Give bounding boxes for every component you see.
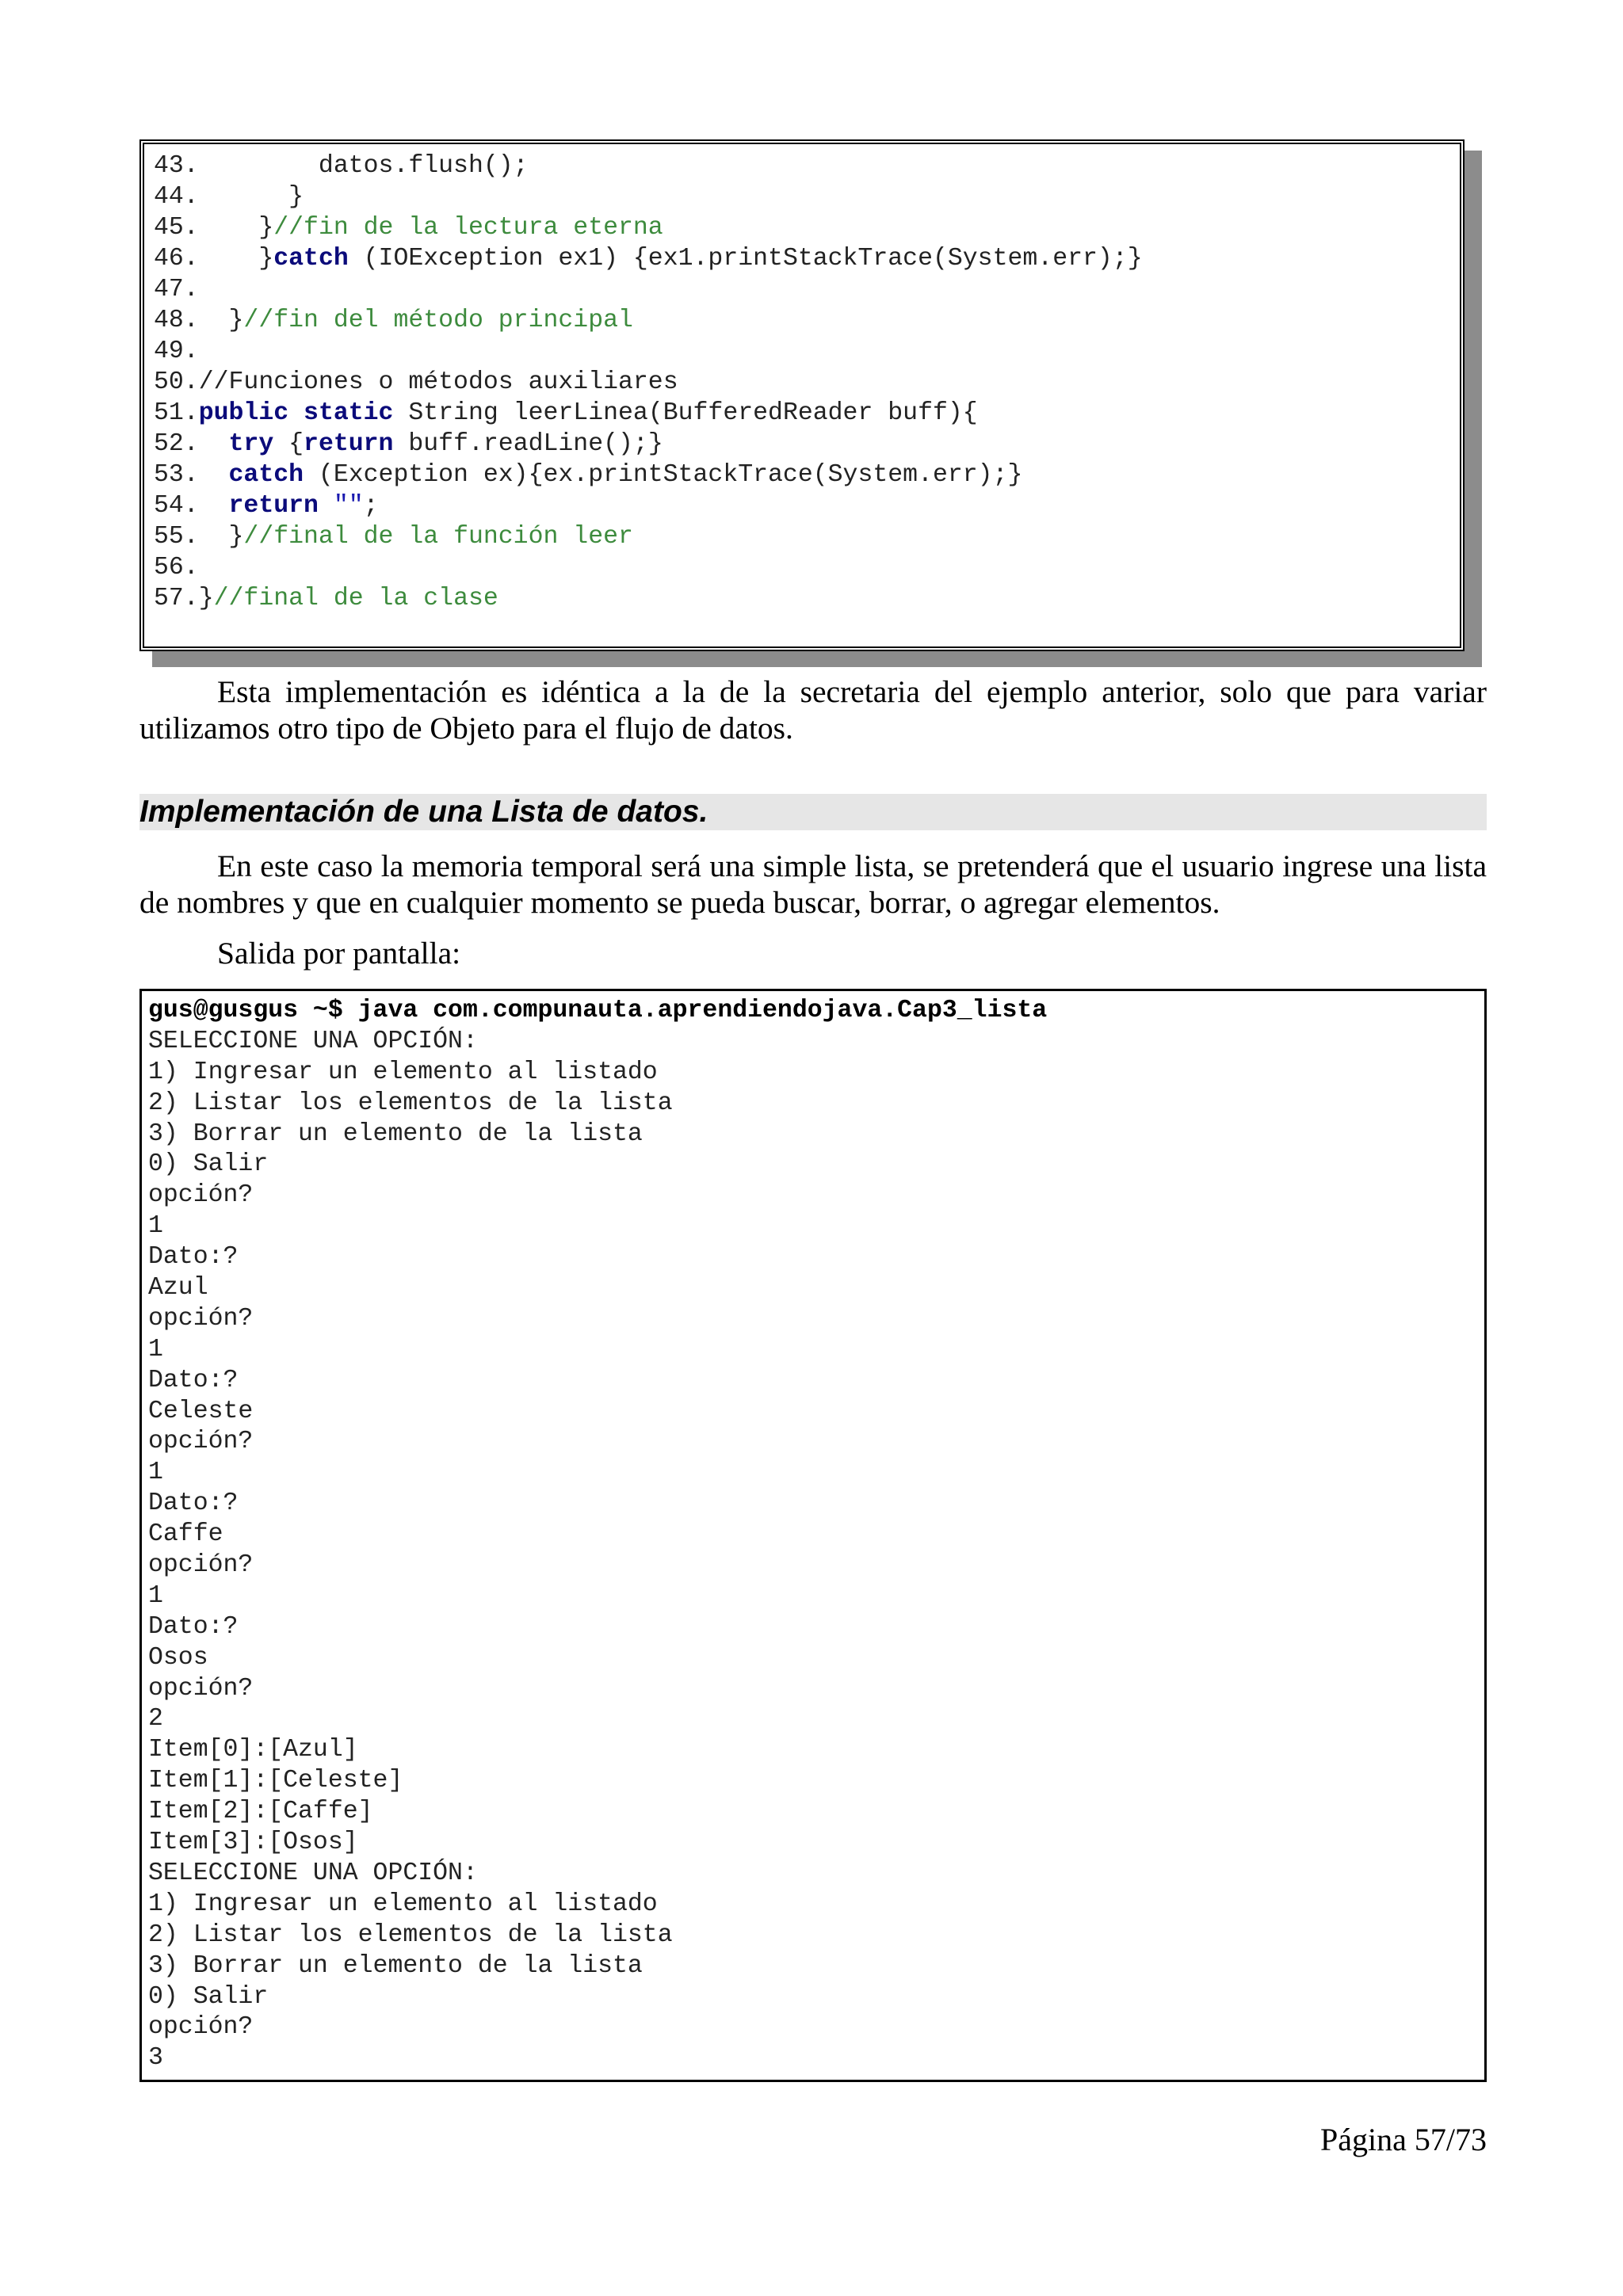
code-line	[154, 521, 1143, 552]
code-line	[154, 490, 1143, 521]
code-comment: //fin del método principal	[243, 307, 633, 334]
terminal-line: 0) Salir	[148, 1982, 269, 2011]
code-keyword: try	[228, 430, 274, 458]
code-line	[154, 552, 1143, 583]
terminal-line: 1) Ingresar un elemento al listado	[148, 1890, 658, 1918]
terminal-line: opción?	[148, 1304, 254, 1333]
terminal-line: 2) Listar los elementos de la lista	[148, 1089, 673, 1117]
code-line	[154, 429, 1143, 460]
terminal-lines	[148, 996, 1047, 2074]
code-line	[154, 336, 1143, 367]
terminal-line: SELECCIONE UNA OPCIÓN:	[148, 1859, 478, 1887]
code-text: 57.}	[154, 585, 214, 612]
code-text: 46. }	[154, 245, 274, 273]
code-keyword: catch	[228, 461, 304, 489]
code-text: ;	[363, 492, 379, 520]
terminal-line: 0) Salir	[148, 1150, 269, 1179]
terminal-line: Item[0]:[Azul]	[148, 1736, 358, 1764]
code-text: 48. }	[154, 307, 244, 334]
code-listing-box	[139, 139, 1465, 651]
code-text: String leerLinea(BufferedReader buff){	[393, 399, 978, 427]
code-text: 51.	[154, 399, 199, 427]
terminal-line: 3	[148, 2044, 163, 2073]
code-text: 52.	[154, 430, 229, 458]
terminal-line: 1	[148, 1335, 163, 1363]
terminal-line: Item[2]:[Caffe]	[148, 1798, 373, 1826]
terminal-command: gus@gusgus ~$ java com.compunauta.aprendiendojava.Cap3_lista	[148, 997, 1048, 1024]
terminal-line: Azul	[148, 1274, 208, 1302]
terminal-line: Item[3]:[Osos]	[148, 1829, 358, 1857]
terminal-line: opción?	[148, 1428, 254, 1456]
paragraph-list-description: En este caso la memoria temporal será una simple lista, se pretenderá que el usuario ingrese una lista de nombres y que en cualquier momento se pueda buscar, borrar, o agregar elementos.	[139, 849, 1487, 920]
code-comment: //fin de la lectura eterna	[273, 214, 663, 242]
code-text: buff.readLine();}	[393, 430, 663, 458]
terminal-line: 1) Ingresar un elemento al listado	[148, 1058, 658, 1086]
code-listing	[139, 139, 1469, 656]
terminal-line: 3) Borrar un elemento de la lista	[148, 1951, 643, 1980]
code-text: 50.//Funciones o métodos auxiliares	[154, 368, 678, 396]
code-lines	[154, 151, 1143, 614]
code-text: 43. datos.flush();	[154, 152, 529, 180]
terminal-line: 2) Listar los elementos de la lista	[148, 1920, 673, 1949]
code-line	[154, 460, 1143, 490]
code-keyword: return	[228, 492, 319, 520]
section-heading: Implementación de una Lista de datos.	[139, 795, 708, 829]
paragraph-implementation-note: Esta implementación es idéntica a la de la secretaria del ejemplo anterior, solo que para variar utilizamos otro tipo de Objeto para el flujo de datos.	[139, 674, 1487, 746]
code-text: 49.	[154, 338, 199, 365]
code-line	[154, 181, 1143, 212]
code-text: 45. }	[154, 214, 274, 242]
terminal-line: SELECCIONE UNA OPCIÓN:	[148, 1027, 478, 1055]
code-comment: //final de la clase	[213, 585, 498, 612]
code-line	[154, 367, 1143, 398]
page-number: Página 57/73	[1320, 2122, 1487, 2157]
code-text: 53.	[154, 461, 229, 489]
terminal-line: Dato:?	[148, 1366, 239, 1394]
terminal-line: Dato:?	[148, 1489, 239, 1518]
terminal-line: 2	[148, 1705, 163, 1733]
terminal-line: opción?	[148, 2013, 254, 2042]
code-line	[154, 398, 1143, 429]
terminal-line: Item[1]:[Celeste]	[148, 1767, 403, 1795]
code-comment: //final de la función leer	[243, 523, 633, 551]
code-line	[154, 583, 1143, 614]
terminal-line: 1	[148, 1212, 163, 1241]
code-text: (Exception ex){ex.printStackTrace(System.err);}	[304, 461, 1023, 489]
terminal-line: 1	[148, 1581, 163, 1610]
terminal-line: Celeste	[148, 1397, 254, 1425]
code-line	[154, 151, 1143, 181]
code-text: 47.	[154, 276, 199, 303]
code-text: 56.	[154, 554, 199, 582]
terminal-output	[139, 989, 1487, 2082]
code-text: (IOException ex1) {ex1.printStackTrace(System.err);}	[348, 245, 1143, 273]
terminal-line: opción?	[148, 1551, 254, 1580]
terminal-line: Dato:?	[148, 1612, 239, 1641]
code-line	[154, 212, 1143, 243]
terminal-line: Dato:?	[148, 1243, 239, 1272]
code-line	[154, 243, 1143, 274]
code-string: ""	[333, 492, 364, 520]
code-keyword: public static	[198, 399, 394, 427]
code-text: 44. }	[154, 183, 304, 211]
terminal-line: Osos	[148, 1643, 208, 1672]
code-line	[154, 305, 1143, 336]
terminal-line: 3) Borrar un elemento de la lista	[148, 1119, 643, 1148]
code-keyword: catch	[273, 245, 349, 273]
code-line	[154, 274, 1143, 305]
code-text	[319, 492, 334, 520]
code-text: 55. }	[154, 523, 244, 551]
terminal-line: Caffe	[148, 1520, 223, 1549]
terminal-line: opción?	[148, 1181, 254, 1210]
paragraph-screen-output-label: Salida por pantalla:	[217, 936, 461, 971]
code-text: 54.	[154, 492, 229, 520]
terminal-line: opción?	[148, 1674, 254, 1703]
terminal-line: 1	[148, 1459, 163, 1487]
code-keyword: return	[304, 430, 394, 458]
code-text: {	[273, 430, 304, 458]
